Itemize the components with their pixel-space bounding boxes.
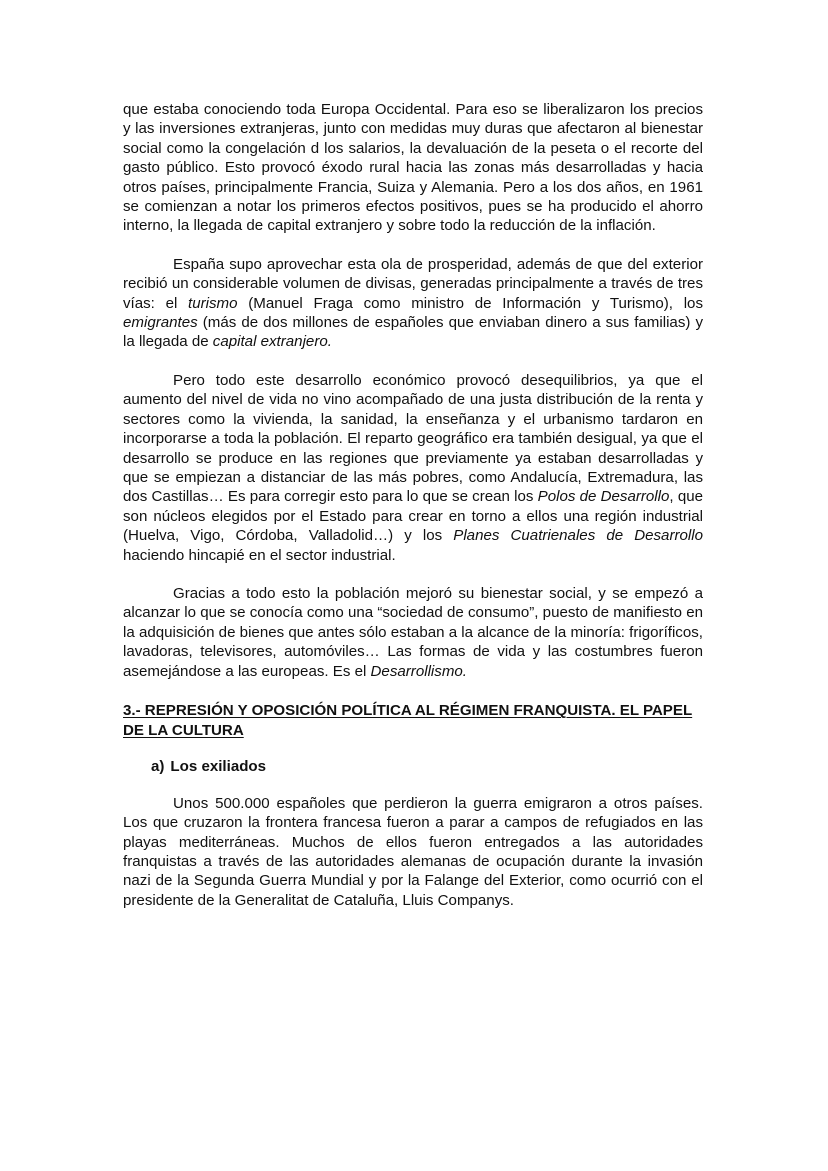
paragraph-text: haciendo hincapié en el sector industrial. bbox=[123, 546, 396, 564]
subheading bbox=[151, 757, 703, 777]
emphasis-polos-de-desarrollo: Polos de Desarrollo bbox=[537, 488, 670, 506]
paragraph-text: , que son núcleos elegidos por el Estado para crear en torno a ellos una región industrial (Huelva, Vigo, Córdoba, Valladolid…) y los bbox=[123, 488, 704, 545]
paragraph-text: Pero todo este desarrollo económico provocó desequilibrios, ya que el aumento del nivel de vida no vino acompañado de una justa distribución de la renta y sectores como la vivienda, la sanidad, la enseñanza y el urbanismo tardaron en incorporarse a toda la población. El reparto geográfico era también desigual, ya que el desarrollo se produce en las regiones que previamente ya estaban desarrolladas y que se empiezan a distanciar de las más pobres, como Andalucía, Extremadura, las dos Castillas… Es para corregir esto para lo que se crean los bbox=[123, 371, 703, 506]
paragraph-text: (Manuel Fraga como ministro de Información y Turismo), los bbox=[237, 294, 703, 312]
paragraph-economic-measures bbox=[123, 100, 703, 236]
document-page bbox=[123, 100, 703, 929]
paragraph-text: que estaba conociendo toda Europa Occidental. Para eso se liberalizaron los precios y las inversiones extranjeras, junto con medidas muy duras que afectaron al bienestar social como la congelación d los salarios, la devaluación de la peseta o el recorte del gasto público. Esto provocó éxodo rural hacia las zonas más desarrolladas y hacia otros países, principalmente Francia, Suiza y Alemania. Pero a los dos años, en 1961 se comienzan a notar los primeros efectos positivos, pues se ha producido el ahorro interno, la llegada de capital extranjero y sobre todo la reducción de la inflación. bbox=[123, 101, 703, 235]
paragraph-imbalances bbox=[123, 371, 703, 565]
subheading-marker: a) bbox=[151, 758, 165, 776]
subheading-text: Los exiliados bbox=[170, 758, 267, 776]
emphasis-capital-extranjero: capital extranjero. bbox=[212, 333, 332, 351]
paragraph-text: España supo aprovechar esta ola de prosperidad, además de que del exterior recibió un considerable volumen de divisas, generadas principalmente a través de tres vías: el bbox=[123, 255, 703, 312]
section-heading: 3.- REPRESIÓN Y OPOSICIÓN POLÍTICA AL RÉGIMEN FRANQUISTA. EL PAPEL DE LA CULTURA bbox=[123, 701, 693, 739]
paragraph-prosperity bbox=[123, 255, 703, 352]
emphasis-desarrollismo: Desarrollismo. bbox=[370, 662, 467, 680]
emphasis-planes-cuatrienales: Planes Cuatrienales de Desarrollo bbox=[453, 527, 703, 545]
paragraph-exiles bbox=[123, 794, 703, 910]
paragraph-text: Unos 500.000 españoles que perdieron la guerra emigraron a otros países. Los que cruzaron la frontera francesa fueron a parar a campos de refugiados en las playas mediterráneas. Muchos de ellos fueron entregados a las autoridades franquistas a través de las autoridades alemanas de ocupación durante la invasión nazi de la Segunda Guerra Mundial y por la Falange del Exterior, como ocurrió con el presidente de la Generalitat de Cataluña, Lluis Companys. bbox=[123, 794, 703, 909]
emphasis-emigrantes: emigrantes bbox=[123, 314, 198, 332]
paragraph-consumer-society bbox=[123, 584, 703, 681]
paragraph-text: (más de dos millones de españoles que enviaban dinero a sus familias) y la llegada de bbox=[123, 314, 703, 351]
emphasis-turismo: turismo bbox=[188, 294, 238, 312]
paragraph-text: Gracias a todo esto la población mejoró su bienestar social, y se empezó a alcanzar lo que se conocía como una “sociedad de consumo”, puesto de manifiesto en la adquisición de bienes que antes sólo estaban a la alcance de la minoría: frigoríficos, lavadoras, televisores, automóviles… Las formas de vida y las costumbres fueron asemejándose a las europeas. Es el bbox=[123, 584, 703, 680]
